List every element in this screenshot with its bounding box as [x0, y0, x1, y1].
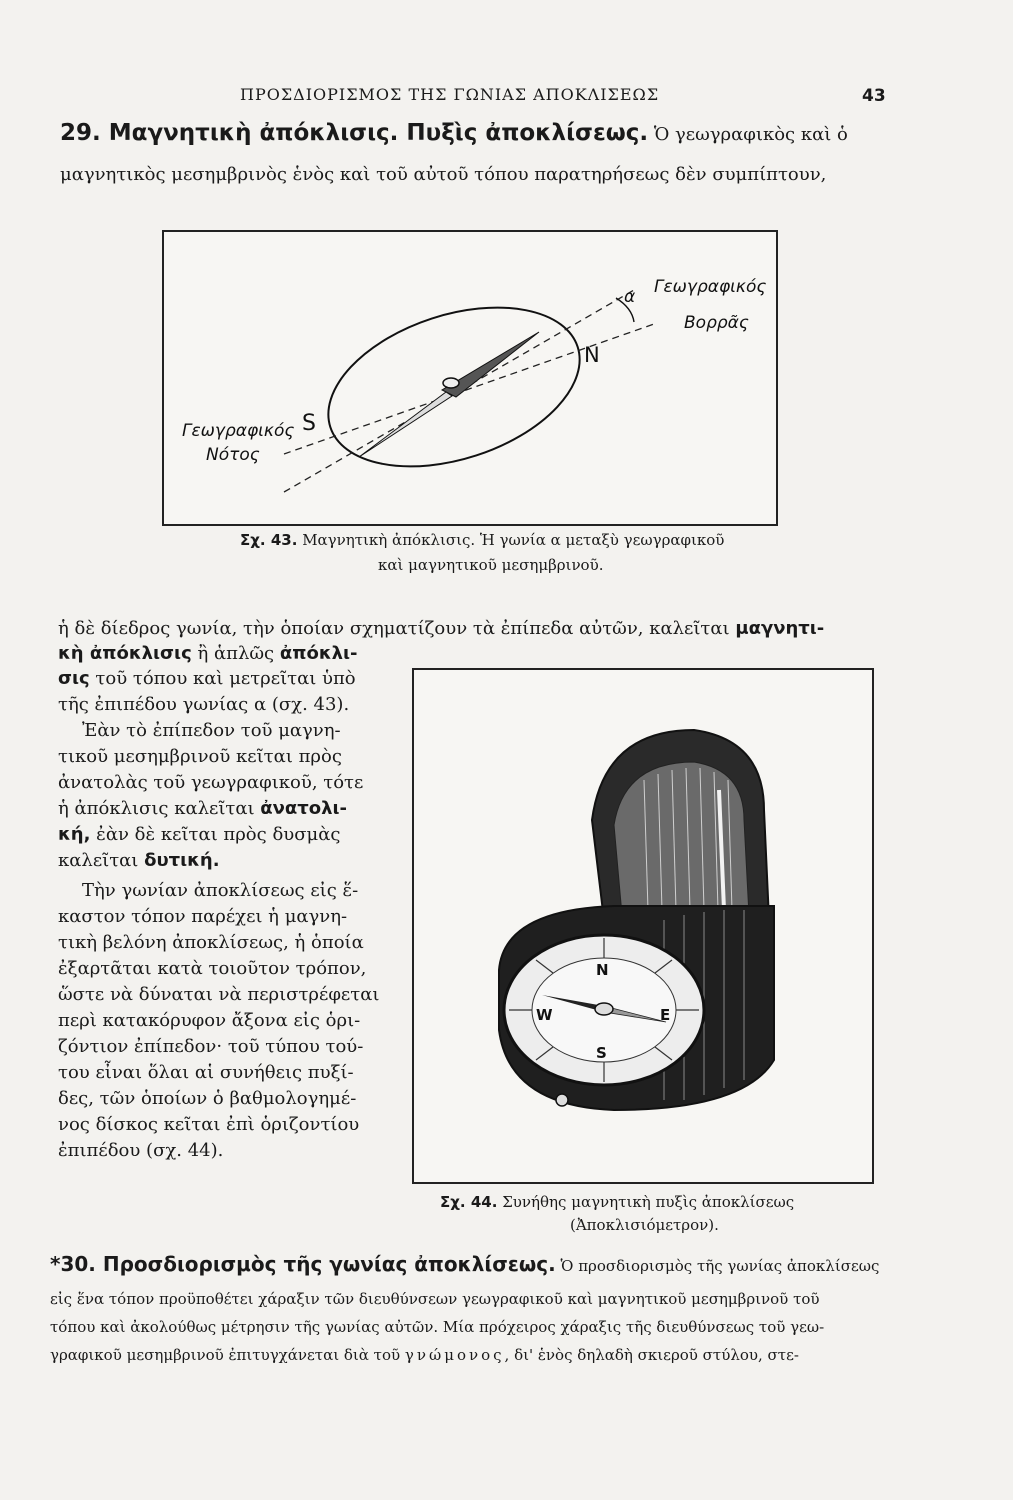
- figure-43-caption-line-2: καὶ μαγνητικοῦ μεσημβρινοῦ.: [378, 556, 604, 574]
- figure-44-caption-line-2: (Ἀποκλισιόμετρον).: [570, 1216, 719, 1234]
- label-N: N: [584, 343, 600, 367]
- section-29-line-1: [60, 120, 848, 146]
- section-30-line-1: [50, 1252, 879, 1276]
- dial-letter-W: W: [536, 1006, 553, 1024]
- figure-44-compass-illustration: [412, 668, 874, 1184]
- body-line-3-rest: τοῦ τόπου καὶ μετρεῖται ὑπὸ: [89, 668, 356, 689]
- compass-pivot: [595, 1003, 613, 1015]
- term-declination-part2: σις: [58, 668, 90, 689]
- figure-43-caption-number: Σχ. 43.: [240, 531, 298, 549]
- section-30-line-2: εἰς ἕνα τόπον προϋποθέτει χάραξιν τῶν διευθύνσεων γεωγραφικοῦ καὶ μαγνητικοῦ μεσημβρινοῦ τοῦ: [50, 1290, 820, 1308]
- body-line-2: [58, 643, 357, 664]
- figure-44-caption-line-1: [440, 1193, 794, 1211]
- dial-letter-N: N: [596, 961, 609, 979]
- body-line-17: ζόντιον ἐπίπεδον· τοῦ τύπου τού-: [58, 1036, 364, 1057]
- dial-letter-E: E: [660, 1006, 671, 1024]
- body-line-20: νος δίσκος κεῖται ἐπὶ ὁριζοντίου: [58, 1114, 360, 1135]
- body-line-12: καστον τόπον παρέχει ἡ μαγνη-: [58, 906, 348, 927]
- figure-43-caption-text: Μαγνητικὴ ἀπόκλισις. Ἡ γωνία α μεταξὺ γεωγραφικοῦ: [297, 531, 725, 549]
- term-gnomon: γνώμονος: [404, 1346, 505, 1364]
- section-30-line-4: [50, 1346, 799, 1364]
- running-header: ΠΡΟΣΔΙΟΡΙΣΜΟΣ ΤΗΣ ΓΩΝΙΑΣ ΑΠΟΚΛΙΣΕΩΣ: [240, 85, 660, 104]
- section-29-heading: 29. Μαγνητικὴ ἀπόκλισις. Πυξὶς ἀποκλίσεως.: [60, 120, 649, 146]
- body-line-18: του εἶναι ὅλαι αἱ συνήθεις πυξί-: [58, 1062, 354, 1083]
- term-declination-part1: ἀπόκλι-: [279, 643, 358, 664]
- body-line-11: Τὴν γωνίαν ἀποκλίσεως εἰς ἕ-: [82, 880, 359, 901]
- body-line-9: [58, 824, 340, 845]
- figure-44-drawing: [414, 670, 872, 1182]
- term-western: δυτική.: [144, 850, 220, 871]
- section-30-line-4-text: γραφικοῦ μεσημβρινοῦ ἐπιτυγχάνεται διὰ τοῦ: [50, 1346, 405, 1364]
- body-line-4: τῆς ἐπιπέδου γωνίας α (σχ. 43).: [58, 694, 350, 715]
- body-line-15: ὥστε νὰ δύναται νὰ περιστρέφεται: [58, 984, 380, 1005]
- page-number: 43: [862, 86, 886, 106]
- body-line-3: [58, 668, 356, 689]
- label-alpha: α: [624, 287, 636, 307]
- term-eastern-part1: ἀνατολι-: [260, 798, 348, 819]
- term-magnetic-declination-part2: κὴ ἀπόκλισις: [58, 643, 192, 664]
- section-30-heading: *30. Προσδιορισμὸς τῆς γωνίας ἀποκλίσεως.: [50, 1252, 556, 1276]
- label-geographic-south-1: Γεωγραφικός: [182, 421, 295, 441]
- term-eastern-part2: κή,: [58, 824, 91, 845]
- section-29-intro: Ὁ γεωγραφικὸς καὶ ὁ: [648, 124, 848, 145]
- section-30-line-3: τόπου καὶ ἀκολούθως μέτρησιν τῆς γωνίας αὐτῶν. Μία πρόχειρος χάραξις τῆς διευθύνσεως τοῦ γεω-: [50, 1318, 825, 1336]
- body-line-7: ἀνατολὰς τοῦ γεωγραφικοῦ, τότε: [58, 772, 364, 793]
- body-line-10: [58, 850, 220, 871]
- body-line-21: ἐπιπέδου (σχ. 44).: [58, 1140, 224, 1161]
- compass-lock-button: [556, 1094, 568, 1106]
- body-line-8: [58, 798, 347, 819]
- body-line-16: περὶ κατακόρυφον ἄξονα εἰς ὁρι-: [58, 1010, 361, 1031]
- body-line-1-text: ἡ δὲ δίεδρος γωνία, τὴν ὁποίαν σχηματίζουν τὰ ἐπίπεδα αὐτῶν, καλεῖται: [58, 618, 736, 639]
- body-line-2-mid: ἢ ἁπλῶς: [191, 643, 280, 664]
- body-line-1: [58, 618, 824, 639]
- figure-44-caption-number: Σχ. 44.: [440, 1193, 498, 1211]
- body-line-9-rest: ἐὰν δὲ κεῖται πρὸς δυσμὰς: [90, 824, 341, 845]
- label-geographic-north-1: Γεωγραφικός: [654, 277, 767, 297]
- label-S: S: [302, 411, 316, 436]
- section-29-line-2: μαγνητικὸς μεσημβρινὸς ἑνὸς καὶ τοῦ αὐτοῦ τόπου παρατηρήσεως δὲν συμπίπτουν,: [60, 164, 827, 185]
- dial-letter-S: S: [596, 1044, 607, 1062]
- figure-44-caption-text: Συνήθης μαγνητικὴ πυξὶς ἀποκλίσεως: [497, 1193, 795, 1211]
- section-30-intro: Ὁ προσδιορισμὸς τῆς γωνίας ἀποκλίσεως: [555, 1257, 880, 1275]
- term-magnetic-declination-part1: μαγνητι-: [735, 618, 825, 639]
- figure-43-declination-diagram: [162, 230, 778, 526]
- label-geographic-south-2: Νότος: [206, 445, 260, 465]
- body-line-5: Ἐὰν τὸ ἐπίπεδον τοῦ μαγνη-: [82, 720, 341, 741]
- body-line-6: τικοῦ μεσημβρινοῦ κεῖται πρὸς: [58, 746, 342, 767]
- compass-lid-inner: [614, 762, 749, 915]
- section-30-line-4-rest: , δι' ἑνὸς δηλαδὴ σκιεροῦ στύλου, στε-: [504, 1346, 799, 1364]
- figure-43-caption-line-1: [240, 531, 724, 549]
- figure-43-drawing: [164, 232, 776, 524]
- body-line-13: τικὴ βελόνη ἀποκλίσεως, ἡ ὁποία: [58, 932, 364, 953]
- body-line-10-text: καλεῖται: [58, 850, 145, 871]
- body-line-19: δες, τῶν ὁποίων ὁ βαθμολογημέ-: [58, 1088, 357, 1109]
- body-line-14: ἐξαρτᾶται κατὰ τοιοῦτον τρόπον,: [58, 958, 367, 979]
- label-geographic-north-2: Βορρᾶς: [684, 313, 749, 333]
- needle-south-half: [359, 392, 452, 457]
- body-line-8-text: ἡ ἀπόκλισις καλεῖται: [58, 798, 261, 819]
- needle-pivot: [443, 378, 459, 388]
